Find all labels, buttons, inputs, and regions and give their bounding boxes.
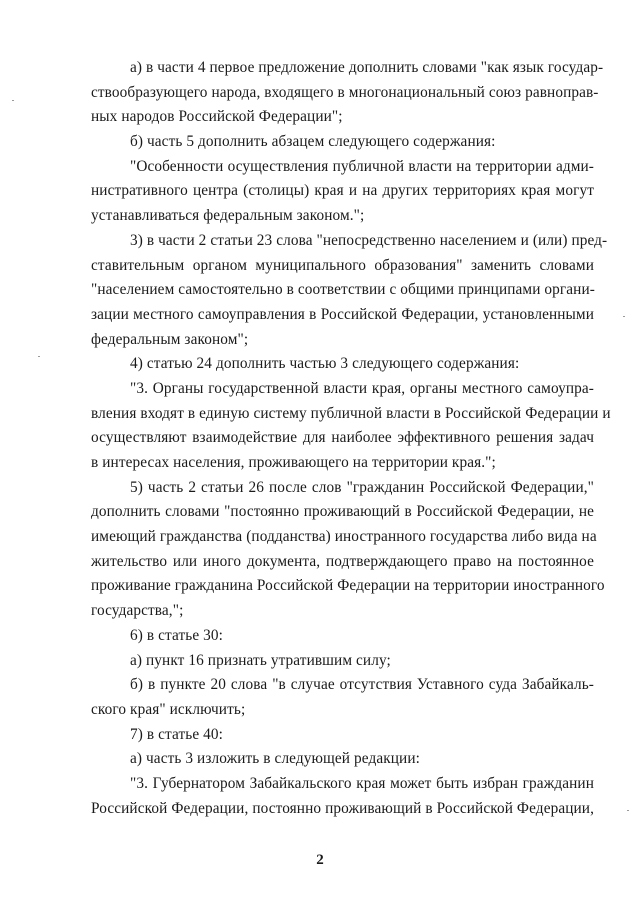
scan-speck [627, 810, 629, 811]
text-line: а) в части 4 первое предложение дополнить словами "как язык государ- [130, 59, 604, 76]
text-line: в интересах населения, проживающего на территории края."; [91, 454, 496, 471]
text-line: федеральным законом"; [91, 330, 249, 348]
text-line: 4) статью 24 дополнить частью 3 следующего содержания: [130, 355, 520, 373]
text-line: б) в пункте 20 слова "в случае отсутствия Уставного суда Забайкаль- [130, 676, 594, 694]
text-line: проживание гражданина Российской Федерации на территории иностранного [91, 577, 605, 595]
text-line: вления входят в единую систему публичной власти в Российской Федерации и [91, 404, 611, 422]
text-line: 7) в статье 40: [130, 725, 223, 743]
text-line: "3. Органы государственной власти края, органы местного самоупра- [130, 379, 594, 397]
text-line: зации местного самоуправления в Российской Федерации, установленными [91, 305, 594, 323]
text-line: нистративного центра (столицы) края и на других территориях края могут [91, 182, 594, 200]
document-body [91, 56, 611, 821]
text-line: б) часть 5 дополнить абзацем следующего содержания: [130, 133, 496, 151]
scan-speck [12, 100, 14, 101]
text-line: осуществляют взаимодействие для наиболее эффективного решения задач [91, 429, 594, 447]
text-line: "Особенности осуществления публичной власти на территории адми- [130, 157, 594, 175]
text-line: ных народов Российской Федерации"; [91, 108, 343, 126]
text-line: 6) в статье 30: [130, 626, 223, 644]
text-line: а) пункт 16 признать утратившим силу; [130, 651, 391, 669]
text-line: "населением самостоятельно в соответствии с общими принципами органи- [91, 281, 595, 299]
text-line: Российской Федерации, постоянно проживающий в Российской Федерации, [91, 799, 594, 817]
text-line: дополнить словами "постоянно проживающий в Российской Федерации, не [91, 503, 594, 521]
text-line: ского края" исключить; [91, 700, 246, 718]
text-line: ставительным органом муниципального образования" заменить словами [91, 256, 594, 274]
text-line: устанавливаться федеральным законом."; [91, 207, 365, 225]
text-line: ствообразующего народа, входящего в многонациональный союз равноправ- [91, 83, 599, 101]
scan-speck [38, 356, 40, 357]
text-line: жительство или иного документа, подтверждающего право на постоянное [91, 552, 594, 570]
text-line: имеющий гражданства (подданства) иностранного государства либо вида на [91, 528, 597, 546]
text-line: а) часть 3 изложить в следующей редакции: [130, 750, 420, 768]
text-line: 3) в части 2 статьи 23 слова "непосредственно населением и (или) пред- [130, 231, 608, 249]
text-line: государства,"; [91, 602, 184, 620]
page-number: 2 [316, 852, 324, 868]
scan-speck [623, 316, 625, 317]
text-line: 5) часть 2 статьи 26 после слов "гражданин Российской Федерации," [130, 478, 594, 496]
text-line: "3. Губернатором Забайкальского края может быть избран гражданин [130, 774, 594, 792]
